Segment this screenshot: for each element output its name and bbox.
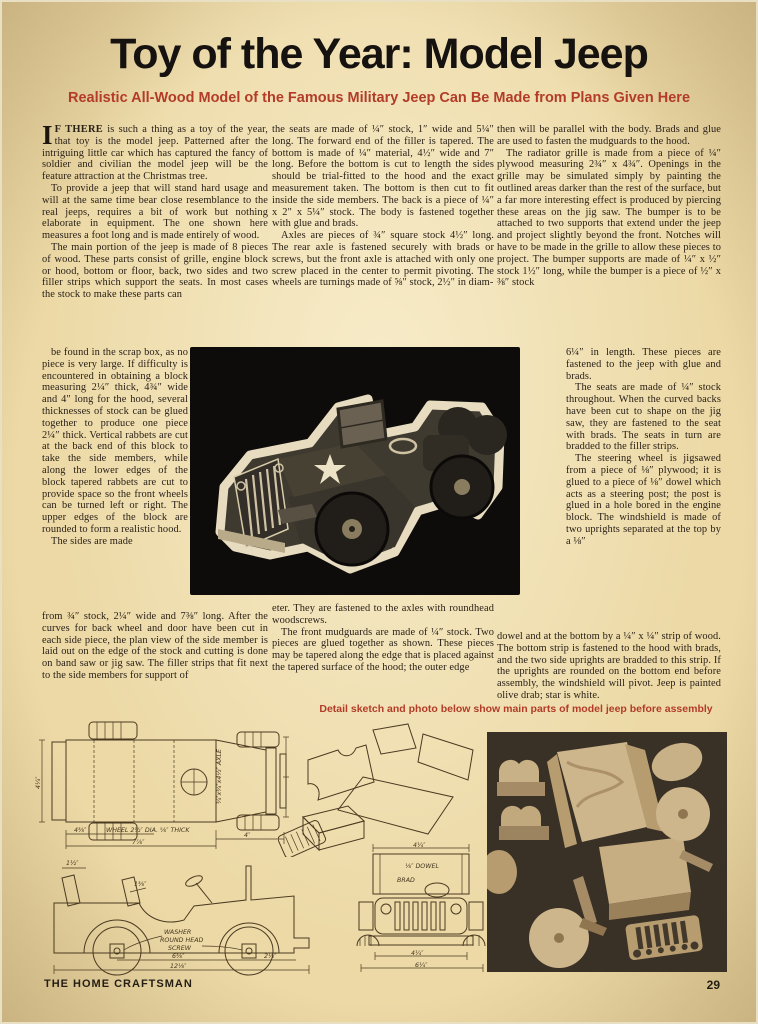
lead-paragraph	[42, 120, 268, 183]
paragraph: Axles are pieces of ¾″ square stock 4½″ long. The rear axle is fastened securely with brads or screws, but the front axle is attached with only one screw placed in the center to permit pivoting. The wheels are turnings made of ⅝″ stock, 2½″ in diam-	[272, 230, 494, 289]
page-subtitle: Realistic All-Wood Model of the Famous Military Jeep Can Be Made from Plans Given Here	[67, 90, 691, 106]
paragraph: from ¾″ stock, 2¼″ wide and 7⅜″ long. After the curves for back wheel and door have been cut in each side piece, the plan view of the side member is laid out on the edge of the stock and cutting is done on band saw or jig saw. The filler strips that fit next to the side members for support of	[42, 611, 268, 681]
lead-caps: F THERE	[54, 124, 103, 135]
page-title: Toy of the Year: Model Jeep	[110, 30, 648, 78]
column1-top	[42, 120, 268, 301]
rear-hub	[454, 479, 470, 495]
column3-narrow-paragraphs	[566, 347, 721, 548]
steering-wheel-side	[184, 874, 204, 889]
column1-narrow	[42, 347, 188, 548]
rear-wheel-side	[93, 927, 141, 975]
hood-block-part	[599, 837, 691, 920]
front-hub-screw	[349, 526, 355, 532]
paragraph: The front mudguards are made of ¼″ stock. Two pieces are glued together as shown. These pieces may be tapered along the edge that is placed against the tapered surface of the hood; the outer edge	[272, 626, 494, 673]
steering-post-side	[196, 883, 212, 903]
grille-plan	[266, 748, 276, 814]
column1-top-paragraphs	[42, 183, 268, 301]
paragraph: be found in the scrap box, as no piece is very large. If difficulty is encountered in obtaining a block measuring 2¼″ thick, 4¾″ wide and 4″ long for the hood, several thicknesses of stock can be glued together to produce one piece 2¼″ thick. Vertical rabbets are cut at the back end of this block to take the side members, while along the lower edges of the block tapered rabbets are cut to provide space so the front wheels can be turned left or right. The upper edges of the block are rounded to form a realistic hood.	[42, 347, 188, 535]
paragraph: The sides are made	[51, 535, 133, 547]
side-panel-left	[308, 745, 374, 800]
paragraph: eter. They are fastened to the axles with roundhead woodscrews.	[272, 603, 494, 626]
column2-top	[272, 124, 494, 289]
column2-top-paragraphs	[272, 124, 494, 289]
side-dim-e: 12⅛″	[170, 963, 187, 970]
magazine-name: THE HOME CRAFTSMAN	[44, 978, 193, 990]
column3-bottom	[497, 631, 721, 702]
jeep-model-photo	[190, 347, 520, 595]
front-wheel-side	[225, 927, 273, 975]
wheel-right-front	[463, 935, 485, 946]
plan-wheel-label: WHEEL 2½″ DIA. ⅝″ THICK	[106, 827, 190, 834]
hood-plan	[216, 740, 266, 822]
front-dim-a: 4¼″	[411, 950, 424, 957]
column1-bottom	[42, 611, 268, 682]
back-panel	[373, 724, 416, 754]
plan-view-sketch	[34, 712, 314, 852]
rear-hub-block	[110, 944, 124, 958]
dowel-label: ⅛″ DOWEL	[405, 863, 439, 870]
side-dim-a: 1½″	[66, 860, 79, 867]
column1-narrow-paragraphs	[42, 347, 188, 548]
exploded-parts-sketch	[278, 722, 488, 857]
parts-photo-illustration	[487, 732, 727, 972]
bumper-front	[369, 936, 473, 945]
body-plan	[66, 740, 216, 822]
front-dimensions-top	[373, 842, 469, 852]
plan-dim-left: 4¼″	[35, 776, 42, 789]
side-panel-right	[418, 734, 473, 780]
grille-slats-front	[395, 902, 445, 930]
plan-dim-c: 4″	[244, 832, 251, 839]
paragraph: then will be parallel with the body. Brads and glue are used to fasten the mudguards to the hood.	[497, 124, 721, 147]
seat-backs	[62, 875, 140, 906]
lead-text: is such a thing as a toy of the year, that toy is the model jeep. Patterned after the intriguing little car which has captured the fancy of soldier and civilian the model jeep will be the feature attraction at the Christmas tree.	[42, 124, 268, 183]
side-dimensions	[54, 859, 309, 974]
paragraph: To provide a jeep that will stand hard usage and will at the same time bear close resemblance to the real jeeps, requires a bit of work but nothing elaborate in equipment. The one shown here measures a foot long and is made entirely of wood.	[42, 182, 268, 242]
floor-panel	[338, 777, 453, 834]
front-view-sketch	[355, 842, 490, 974]
column3-top	[497, 124, 721, 289]
front-dim-b: 6¼″	[415, 962, 428, 969]
paragraph: 6¼″ in length. These pieces are fastened to the jeep with glue and brads.	[566, 347, 721, 382]
page-number: 29	[706, 978, 720, 992]
side-dim-d: 2½″	[264, 953, 277, 960]
rear-panel	[52, 742, 66, 820]
windshield-front	[373, 854, 469, 894]
grille-front	[375, 898, 467, 934]
screw-label-2: ROUND HEAD	[160, 937, 204, 944]
screw-label-1: WASHER	[164, 929, 192, 936]
mudguard-right	[469, 902, 483, 930]
side-dim-c: 6⅜″	[172, 953, 185, 960]
plan-dim-a: 4⅜″	[74, 827, 87, 834]
paragraph: The radiator grille is made from a piece of ¼″ plywood measuring 2¾″ x 4¾″. Openings in the grille may be simulated simply by painting the outlined areas darker than the rest of the surface, but a far more interesting effect is produced by piercing these areas on the jig saw. The bumper is to be attached to two supports that extend under the jeep and project slightly beyond the front. Notches will have to be made in the grille to allow these pieces to project. The bumper supports are made of ¼″ x ½″ stock 1½″ long, while the bumper is a piece of ½″ x ⅜″ stock	[497, 147, 721, 289]
column2-bottom-paragraphs	[272, 603, 494, 674]
front-hub-block	[242, 944, 256, 958]
column1-bottom-paragraphs	[42, 611, 268, 682]
headlight-right-front	[451, 904, 461, 914]
brad-label: BRAD	[397, 877, 415, 884]
front-dimensions-bottom	[361, 950, 483, 972]
drop-cap: I	[42, 120, 53, 150]
paragraph: dowel and at the bottom by a ¼″ x ¼″ strip of wood. The bottom strip is fastened to the hood with brads, and the two side uprights are bradded to this strip. If the uprights are rounded on the bottom end before assembly, the windshield will pivot. Jeep is painted olive drab; star is white.	[497, 631, 721, 701]
side-dim-b: 1⅜″	[134, 881, 147, 888]
side-view-sketch	[34, 848, 319, 976]
headlight-left-front	[381, 904, 391, 914]
paragraph: The steering wheel is jigsawed from a piece of ⅛″ plywood; it is glued to a piece of ⅛″ dowel which acts as a steering post; the post is glued in a hole bored in the engine block. The windshield is made of two uprights separated at the top by a ⅛″	[566, 453, 721, 547]
steering-wheel-front	[425, 883, 449, 897]
paragraph: The seats are made of ¼″ stock throughout. When the curved backs have been cut to shape on the jig saw, they are fastened to the seat with brads. The seats in turn are bradded to the filler strips.	[566, 382, 721, 453]
mudguard-left	[359, 902, 373, 930]
screw-label-3: SCREW	[168, 945, 191, 952]
jeep-model-illustration	[190, 347, 520, 595]
column3-top-paragraphs	[497, 124, 721, 289]
front-dim-top: 4¼″	[413, 842, 426, 849]
column2-bottom	[272, 603, 494, 674]
paragraph: the seats are made of ¼″ stock, 1″ wide and 5¼″ long. The forward end of the filler is tapered. The bottom is made of ¼″ material, 4½″ wide and 7″ long. Before the bottom is cut to length the sides should be trial-fitted to the hood and the exact measurement taken. The bottom is then cut to fit inside the side members. The back is a piece of ¼″ x 2″ x 5¼″ stock. The body is fastened together with glue and brads.	[272, 124, 494, 230]
plan-dimensions	[35, 740, 284, 849]
detail-caption: Detail sketch and photo below show main parts of model jeep before assembly	[319, 703, 713, 715]
plan-dim-b: 7⅞″	[132, 839, 145, 846]
paragraph: The main portion of the jeep is made of 8 pieces of wood. These parts consist of grille, engine block or hood, bottom or floor, back, two sides and two filler strips which support the seats. In most cases the stock to make these parts can	[42, 241, 268, 301]
plan-axle-label: ¾″x¾″x4½″ AXLE	[216, 749, 223, 804]
spare-wheel-2	[467, 415, 507, 455]
column3-narrow	[566, 347, 721, 548]
parts-photo	[487, 732, 727, 972]
column3-bottom-paragraphs	[497, 631, 721, 702]
